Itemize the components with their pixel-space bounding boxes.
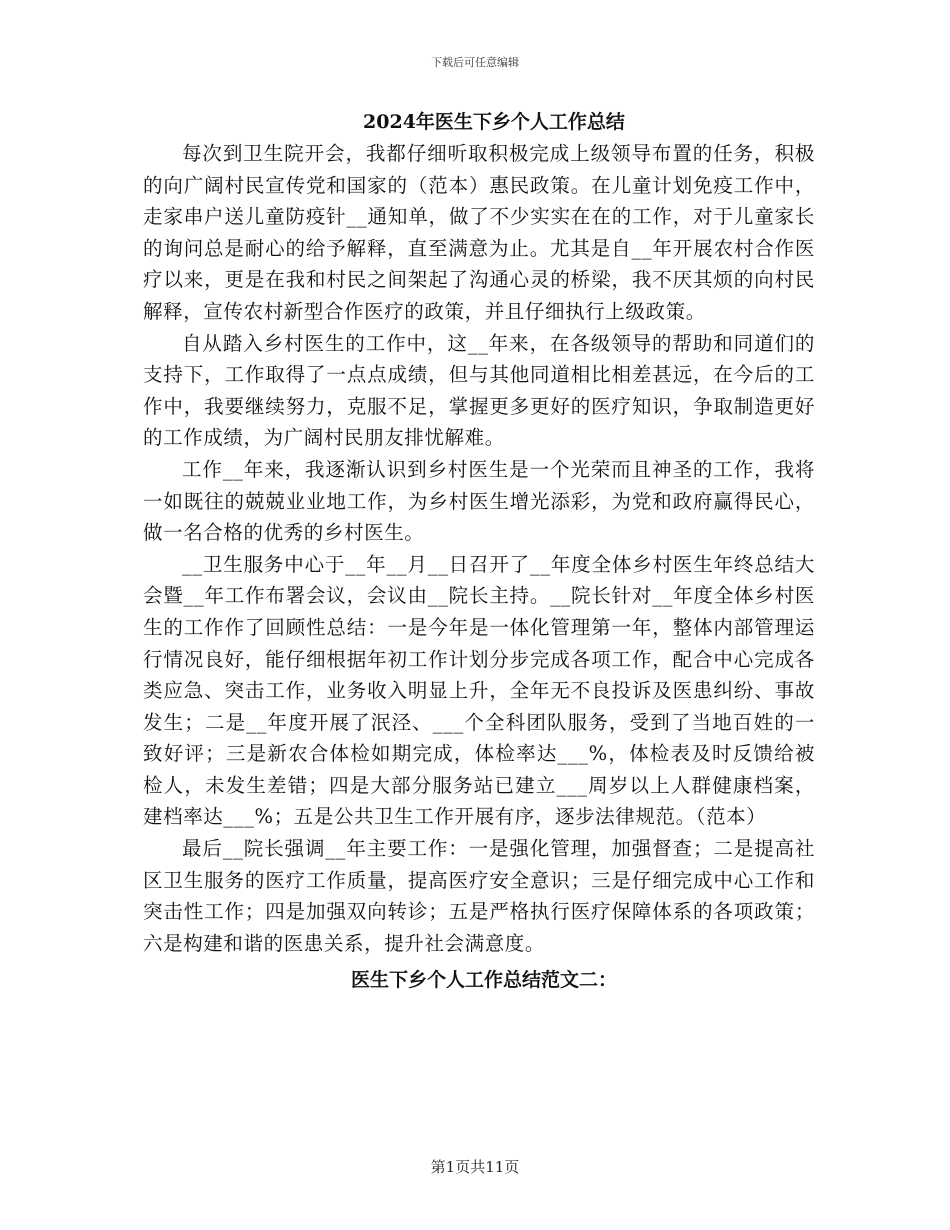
paragraph-3: 工作__年来，我逐渐认识到乡村医生是一个光荣而且神圣的工作，我将一如既往的兢兢业业地工作，为乡村医生增光添彩，为党和政府赢得民心，做一名合格的优秀的乡村医生。 [143, 457, 815, 545]
paragraph-4: __卫生服务中心于__年__月__日召开了__年度全体乡村医生年终总结大会暨__年工作布署会议，会议由__院长主持。__院长针对__年度全体乡村医生的工作作了回顾性总结：一是今年是一体化管理第一年，整体内部管理运行情况良好，能仔细根据年初工作计划分步完成各项工作，配合中心完成各类应急、突击工作，业务收入明显上升，全年无不良投诉及医患纠纷、事故发生；二是__年度开展了泯泾、___个全科团队服务，受到了当地百姓的一致好评；三是新农合体检如期完成，体检率达___%，体检表及时反馈给被检人，未发生差错；四是大部分服务站已建立___周岁以上人群健康档案，建档率达___%；五是公共卫生工作开展有序，逐步法律规范。（范本） [143, 552, 815, 829]
page-number: 第1页共11页 [430, 1158, 520, 1176]
document-body [143, 106, 815, 996]
paragraph-1: 每次到卫生院开会，我都仔细听取积极完成上级领导布置的任务，积极的向广阔村民宣传党和国家的（范本）惠民政策。在儿童计划免疫工作中，走家串户送儿童防疫针__通知单，做了不少实实在在的工作，对于儿童家长的询问总是耐心的给予解释，直至满意为止。尤其是自__年开展农村合作医疗以来，更是在我和村民之间架起了沟通心灵的桥梁，我不厌其烦的向村民解释，宣传农村新型合作医疗的政策，并且仔细执行上级政策。 [143, 142, 815, 323]
paragraph-2: 自从踏入乡村医生的工作中，这__年来，在各级领导的帮助和同道们的支持下，工作取得了一点点成绩，但与其他同道相比相差甚远，在今后的工作中，我要继续努力，克服不足，掌握更多更好的医疗知识，争取制造更好的工作成绩，为广阔村民朋友排忧解难。 [143, 331, 815, 450]
document-title: 2024年医生下乡个人工作总结 [363, 111, 625, 133]
section-title: 医生下乡个人工作总结范文二： [350, 969, 617, 992]
paragraph-5: 最后__院长强调__年主要工作：一是强化管理，加强督查；二是提高社区卫生服务的医疗工作质量，提高医疗安全意识；三是仔细完成中心工作和突击性工作；四是加强双向转诊；五是严格执行医疗保障体系的各项政策；六是构建和谐的医患关系，提升社会满意度。 [143, 837, 815, 955]
header-note: 下载后可任意编辑 [431, 56, 519, 69]
